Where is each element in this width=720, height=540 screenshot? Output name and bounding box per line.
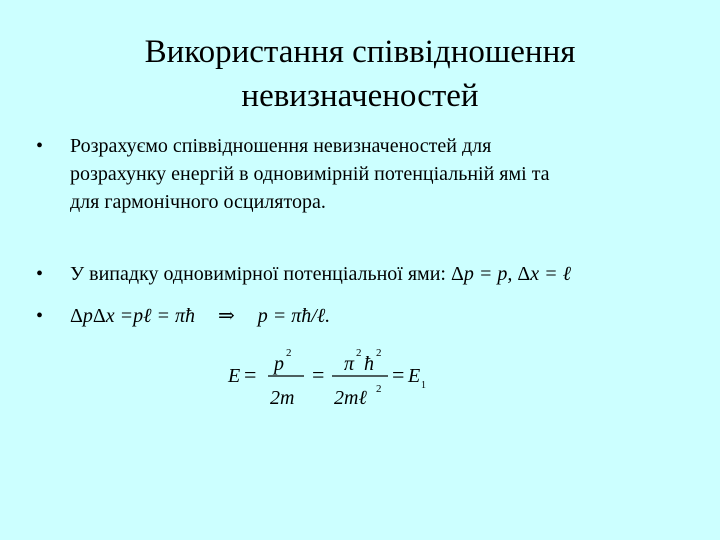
formula-den1: 2m [270, 387, 295, 409]
bullet-item-3 [36, 302, 696, 330]
formula-exp2a: 2 [356, 347, 362, 359]
energy-formula [228, 340, 468, 420]
title-line-2: невизначеностей [241, 78, 479, 114]
formula-eq-3: = [392, 362, 405, 387]
formula-num2b: ħ [364, 353, 374, 375]
item2-eq1: = p, [473, 263, 518, 285]
item2-text: У випадку одновимірної потенціальної ями: [70, 263, 451, 285]
bullet-marker: • [36, 305, 44, 327]
bullet-item-1 [36, 132, 696, 216]
item3-result: p = πħ/ℓ. [257, 305, 331, 327]
formula-num2: π [344, 353, 355, 375]
item2-eq2: = ℓ [539, 263, 571, 285]
item3-p: p [82, 305, 93, 327]
bullet-marker: • [36, 263, 44, 285]
item3-delta-p: Δ [70, 305, 83, 327]
item3-delta-x: Δ [92, 305, 106, 327]
item1-line-2: розрахунку енергій в одновимірній потенціальній ямі та [70, 163, 550, 185]
item1-line-3: для гармонічного осцилятора. [70, 191, 326, 213]
formula-exp2c: 2 [376, 383, 382, 395]
item1-line-1: Розрахуємо співвідношення невизначеностей для [70, 135, 492, 157]
formula-den2: 2mℓ [334, 387, 367, 409]
formula-exp2b: 2 [376, 347, 382, 359]
item2-x: x [530, 263, 540, 285]
formula-sub1: 1 [421, 380, 426, 391]
formula-svg [228, 340, 468, 420]
formula-exp1: 2 [286, 347, 292, 359]
bullet-marker: • [36, 135, 44, 157]
formula-E1: E [408, 365, 421, 387]
item2-delta-x: Δ [517, 263, 531, 285]
item3-x: x [105, 305, 115, 327]
implies-symbol: ⇒ [217, 305, 235, 327]
item3-eq: =pℓ = πħ [114, 305, 195, 327]
formula-eq-2: = [312, 362, 325, 387]
formula-num1: p [274, 353, 284, 375]
slide-title [0, 30, 720, 118]
formula-eq-1: = [244, 362, 257, 387]
item2-delta-p: Δ [450, 263, 464, 285]
title-line-1: Використання співвідношення [144, 34, 576, 70]
item2-p: p [463, 263, 474, 285]
formula-E: E [228, 365, 241, 387]
bullet-item-2 [36, 260, 696, 288]
bullet-list [36, 132, 696, 330]
